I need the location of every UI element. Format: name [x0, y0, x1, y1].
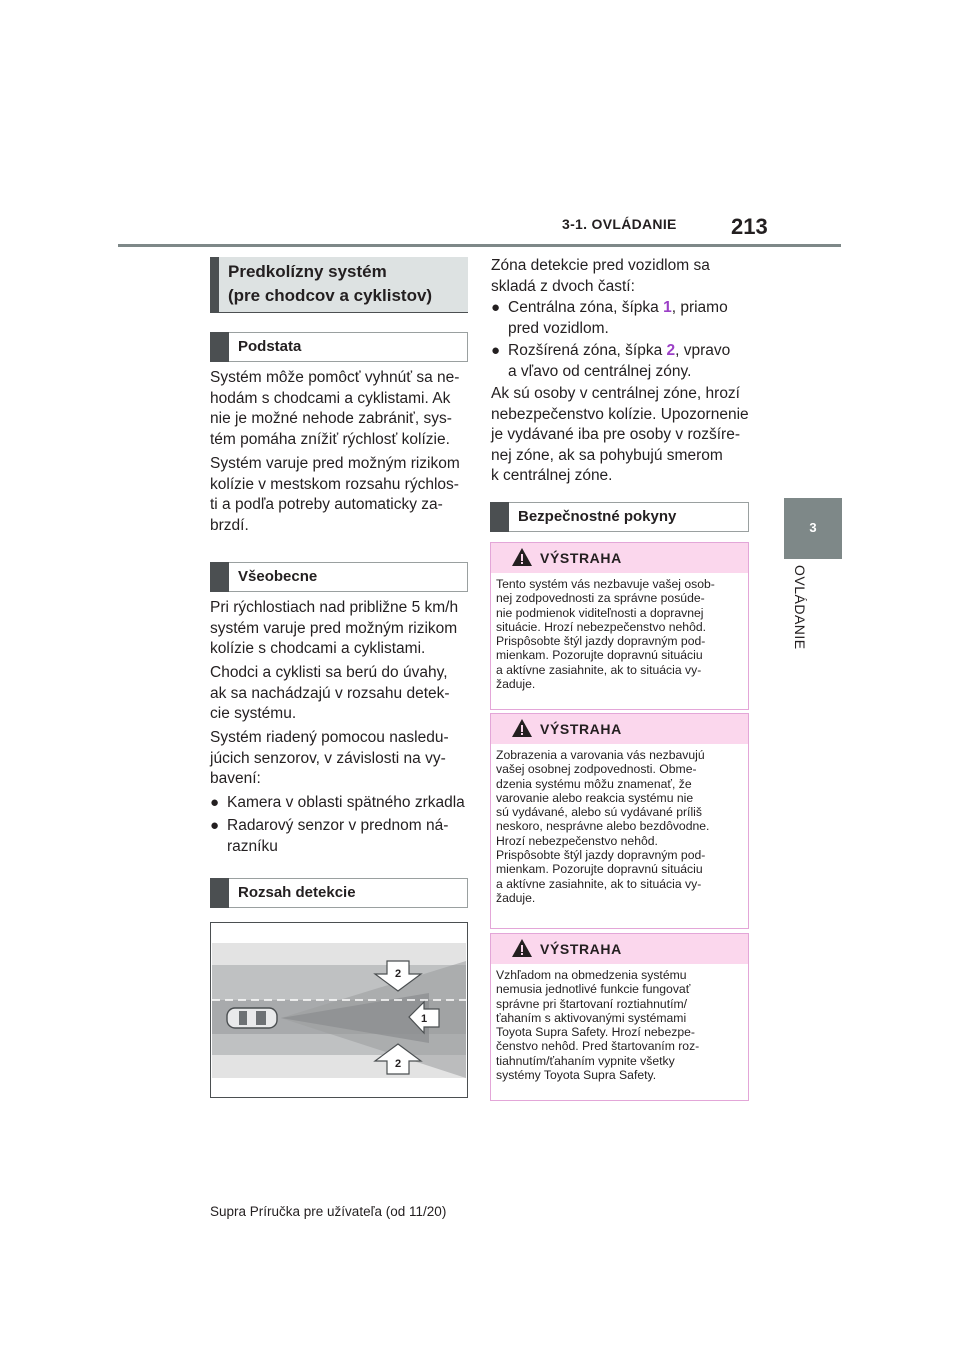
footer-text: Supra Príručka pre užívateľa (od 11/20)	[210, 1204, 447, 1219]
bullet-icon: ●	[491, 299, 501, 316]
text-line: Zóna detekcie pred vozidlom sa	[491, 257, 710, 274]
text-line: k centrálnej zóne.	[491, 467, 613, 485]
text-line: sú vydávané, alebo sú vydávané príliš	[496, 805, 702, 820]
text-line: správne pri štartovaní roztiahnutím/	[496, 996, 688, 1011]
car-window	[256, 1011, 266, 1025]
text-line: žaduje.	[496, 677, 536, 692]
warning-box	[490, 542, 749, 710]
bullet-text: pred vozidlom.	[508, 319, 609, 337]
text-line: je vydávané iba pre osoby v rozšíre-	[491, 426, 740, 444]
text-line: tém pomáha znížiť rýchlosť kolízie.	[210, 430, 450, 448]
paragraph	[210, 454, 475, 536]
text-line: nie podmienok viditeľnosti a dopravnej	[496, 605, 704, 620]
text-line: skladá z dvoch častí:	[491, 277, 635, 295]
text-line: Systém riadený pomocou nasledu-	[210, 729, 449, 746]
bullet-item	[210, 793, 475, 814]
bullet-item	[491, 298, 756, 340]
main-heading	[210, 257, 468, 313]
bullet-text: Rozšírená zóna, šípka	[508, 342, 667, 359]
text-line: čenstvo nehôd. Pred štartovaním roz-	[496, 1039, 700, 1054]
bullet-text: razníku	[227, 837, 278, 855]
bullet-item	[491, 341, 756, 383]
text-line: Systém varuje pred možným rizikom	[210, 455, 460, 472]
text-line: situácie. Hrozí nebezpečenstvo nehôd.	[496, 619, 707, 634]
warning-icon	[511, 718, 533, 738]
bullet-text: a vľavo od centrálnej zóny.	[508, 362, 692, 380]
text-line: ťahaním s aktivovanými systémami	[496, 1010, 687, 1025]
text-line: nej zóne, ak sa pohybujú smerom	[491, 446, 723, 464]
text-line: kolízie s chodcami a cyklistami.	[210, 640, 426, 658]
text-line: Pri rýchlostiach nad približne 5 km/h	[210, 599, 459, 616]
text-line: Systém môže pomôcť vyhnúť sa ne-	[210, 369, 460, 386]
text-line: nemusia jednotlivé funkcie fungovať	[496, 982, 691, 997]
bullet-text: Kamera v oblasti spätného zrkadla	[227, 794, 465, 811]
detection-zone-diagram	[210, 922, 468, 1098]
page-number: 213	[731, 214, 768, 239]
text-line: brzdí.	[210, 516, 249, 534]
paragraph	[491, 384, 756, 487]
warning-box	[490, 933, 749, 1101]
text-line: kolízie v mestskom rozsahu rýchlos-	[210, 475, 459, 493]
warning-title: VÝSTRAHA	[540, 550, 622, 566]
bullet-icon: ●	[491, 342, 501, 359]
text-line: tiahnutím/ťahaním vypnite všetky	[496, 1053, 675, 1068]
paragraph	[210, 598, 475, 660]
text-line: Toyota Supra Safety. Hrozí nebezpe-	[496, 1025, 695, 1040]
warning-text	[496, 748, 746, 905]
text-line: Vzhľadom na obmedzenia systému	[496, 968, 687, 982]
text-line: hodám s chodcami a cyklistami. Ak	[210, 389, 451, 407]
car-icon	[227, 1008, 277, 1028]
text-line: systémy Toyota Supra Safety.	[496, 1068, 657, 1083]
heading-bar	[210, 562, 229, 592]
bullet-text: , vpravo	[675, 342, 731, 359]
section-title: 3-1. OVLÁDANIE	[562, 216, 677, 232]
svg-text:2: 2	[394, 968, 402, 980]
chapter-tab-rule	[784, 558, 842, 559]
heading-bar	[210, 332, 229, 362]
section-heading-label: Podstata	[238, 338, 302, 355]
text-line: žaduje.	[496, 890, 536, 905]
section-heading-vseobecne	[210, 562, 468, 592]
text-line: nie je možné nehode zabrániť, sys-	[210, 410, 452, 428]
text-line: neskoro, nesprávne alebo bezdôvodne.	[496, 819, 710, 834]
section-heading-rozsah	[210, 878, 468, 908]
text-line: nebezpečenstvo kolízie. Upozornenie	[491, 405, 749, 423]
text-line: ak sa nachádzajú v rozsahu detek-	[210, 684, 450, 702]
main-heading-line: (pre chodcov a cyklistov)	[228, 286, 433, 305]
paragraph	[210, 728, 475, 790]
text-line: a aktívne zasiahnite, ak to situácia vy-	[496, 876, 702, 891]
warning-text	[496, 968, 746, 1082]
text-line: Hrozí nebezpečenstvo nehôd.	[496, 833, 658, 848]
warning-text	[496, 577, 746, 691]
text-line: Prispôsobte štýl jazdy dopravným pod-	[496, 848, 706, 863]
section-heading-label: Rozsah detekcie	[238, 884, 356, 901]
text-line: varovanie alebo reakcia systému nie	[496, 790, 694, 805]
bullet-icon: ●	[210, 794, 220, 811]
header-rule	[118, 244, 841, 247]
bullet-text: , priamo	[671, 299, 728, 316]
bullet-text: Centrálna zóna, šípka	[508, 299, 664, 316]
paragraph	[210, 368, 475, 450]
text-line: Ak sú osoby v centrálnej zóne, hrozí	[491, 385, 740, 402]
chapter-tab-label: OVLÁDANIE	[792, 565, 808, 650]
heading-bar	[490, 502, 509, 532]
text-line: nej zodpovednosti za správne posúde-	[496, 591, 705, 606]
main-heading-line: Predkolízny systém	[228, 262, 387, 281]
text-line: Prispôsobte štýl jazdy dopravným pod-	[496, 634, 706, 649]
warning-title: VÝSTRAHA	[540, 941, 622, 957]
text-line: mienkam. Pozorujte dopravnú situáciu	[496, 862, 703, 877]
text-line: vašej osobnej zodpovednosti. Obme-	[496, 762, 697, 777]
bullet-icon: ●	[210, 817, 220, 834]
heading-bar	[210, 878, 229, 908]
section-heading-podstata	[210, 332, 468, 362]
section-heading-label: Bezpečnostné pokyny	[518, 508, 677, 525]
text-line: mienkam. Pozorujte dopravnú situáciu	[496, 648, 703, 663]
text-line: júcich senzorov, v závislosti na vy-	[210, 749, 446, 767]
bullet-text: Radarový senzor v prednom ná-	[227, 817, 449, 834]
detection-zone-illustration	[211, 923, 467, 1097]
text-line: dzenia systému môžu znamenať, že	[496, 776, 692, 791]
paragraph	[210, 663, 475, 725]
text-line: systém varuje pred možným rizikom	[210, 619, 458, 637]
svg-text:1: 1	[420, 1013, 428, 1025]
car-window	[239, 1011, 247, 1025]
paragraph	[491, 256, 756, 297]
svg-text:2: 2	[394, 1058, 402, 1070]
bullet-item	[210, 816, 475, 858]
heading-rule	[210, 312, 468, 313]
warning-header	[491, 714, 748, 744]
heading-bar	[210, 257, 219, 313]
text-line: Tento systém vás nezbavuje vašej osob-	[496, 577, 715, 591]
chapter-tab-number: 3	[784, 498, 842, 558]
text-line: ti a podľa potreby automaticky za-	[210, 496, 443, 514]
text-line: cie systému.	[210, 705, 297, 723]
text-line: Zobrazenia a varovania vás nezbavujú	[496, 748, 705, 762]
text-line: Chodci a cyklisti sa berú do úvahy,	[210, 664, 448, 681]
callout-number: 2	[666, 342, 676, 359]
warning-icon	[511, 938, 533, 958]
text-line: bavení:	[210, 770, 261, 788]
callout-number: 1	[663, 299, 672, 316]
warning-header	[491, 934, 748, 964]
warning-title: VÝSTRAHA	[540, 721, 622, 737]
warning-icon	[511, 547, 533, 567]
section-heading-safety	[490, 502, 749, 532]
text-line: a aktívne zasiahnite, ak to situácia vy-	[496, 662, 702, 677]
warning-box	[490, 713, 749, 929]
section-heading-label: Všeobecne	[238, 568, 318, 585]
warning-header	[491, 543, 748, 573]
